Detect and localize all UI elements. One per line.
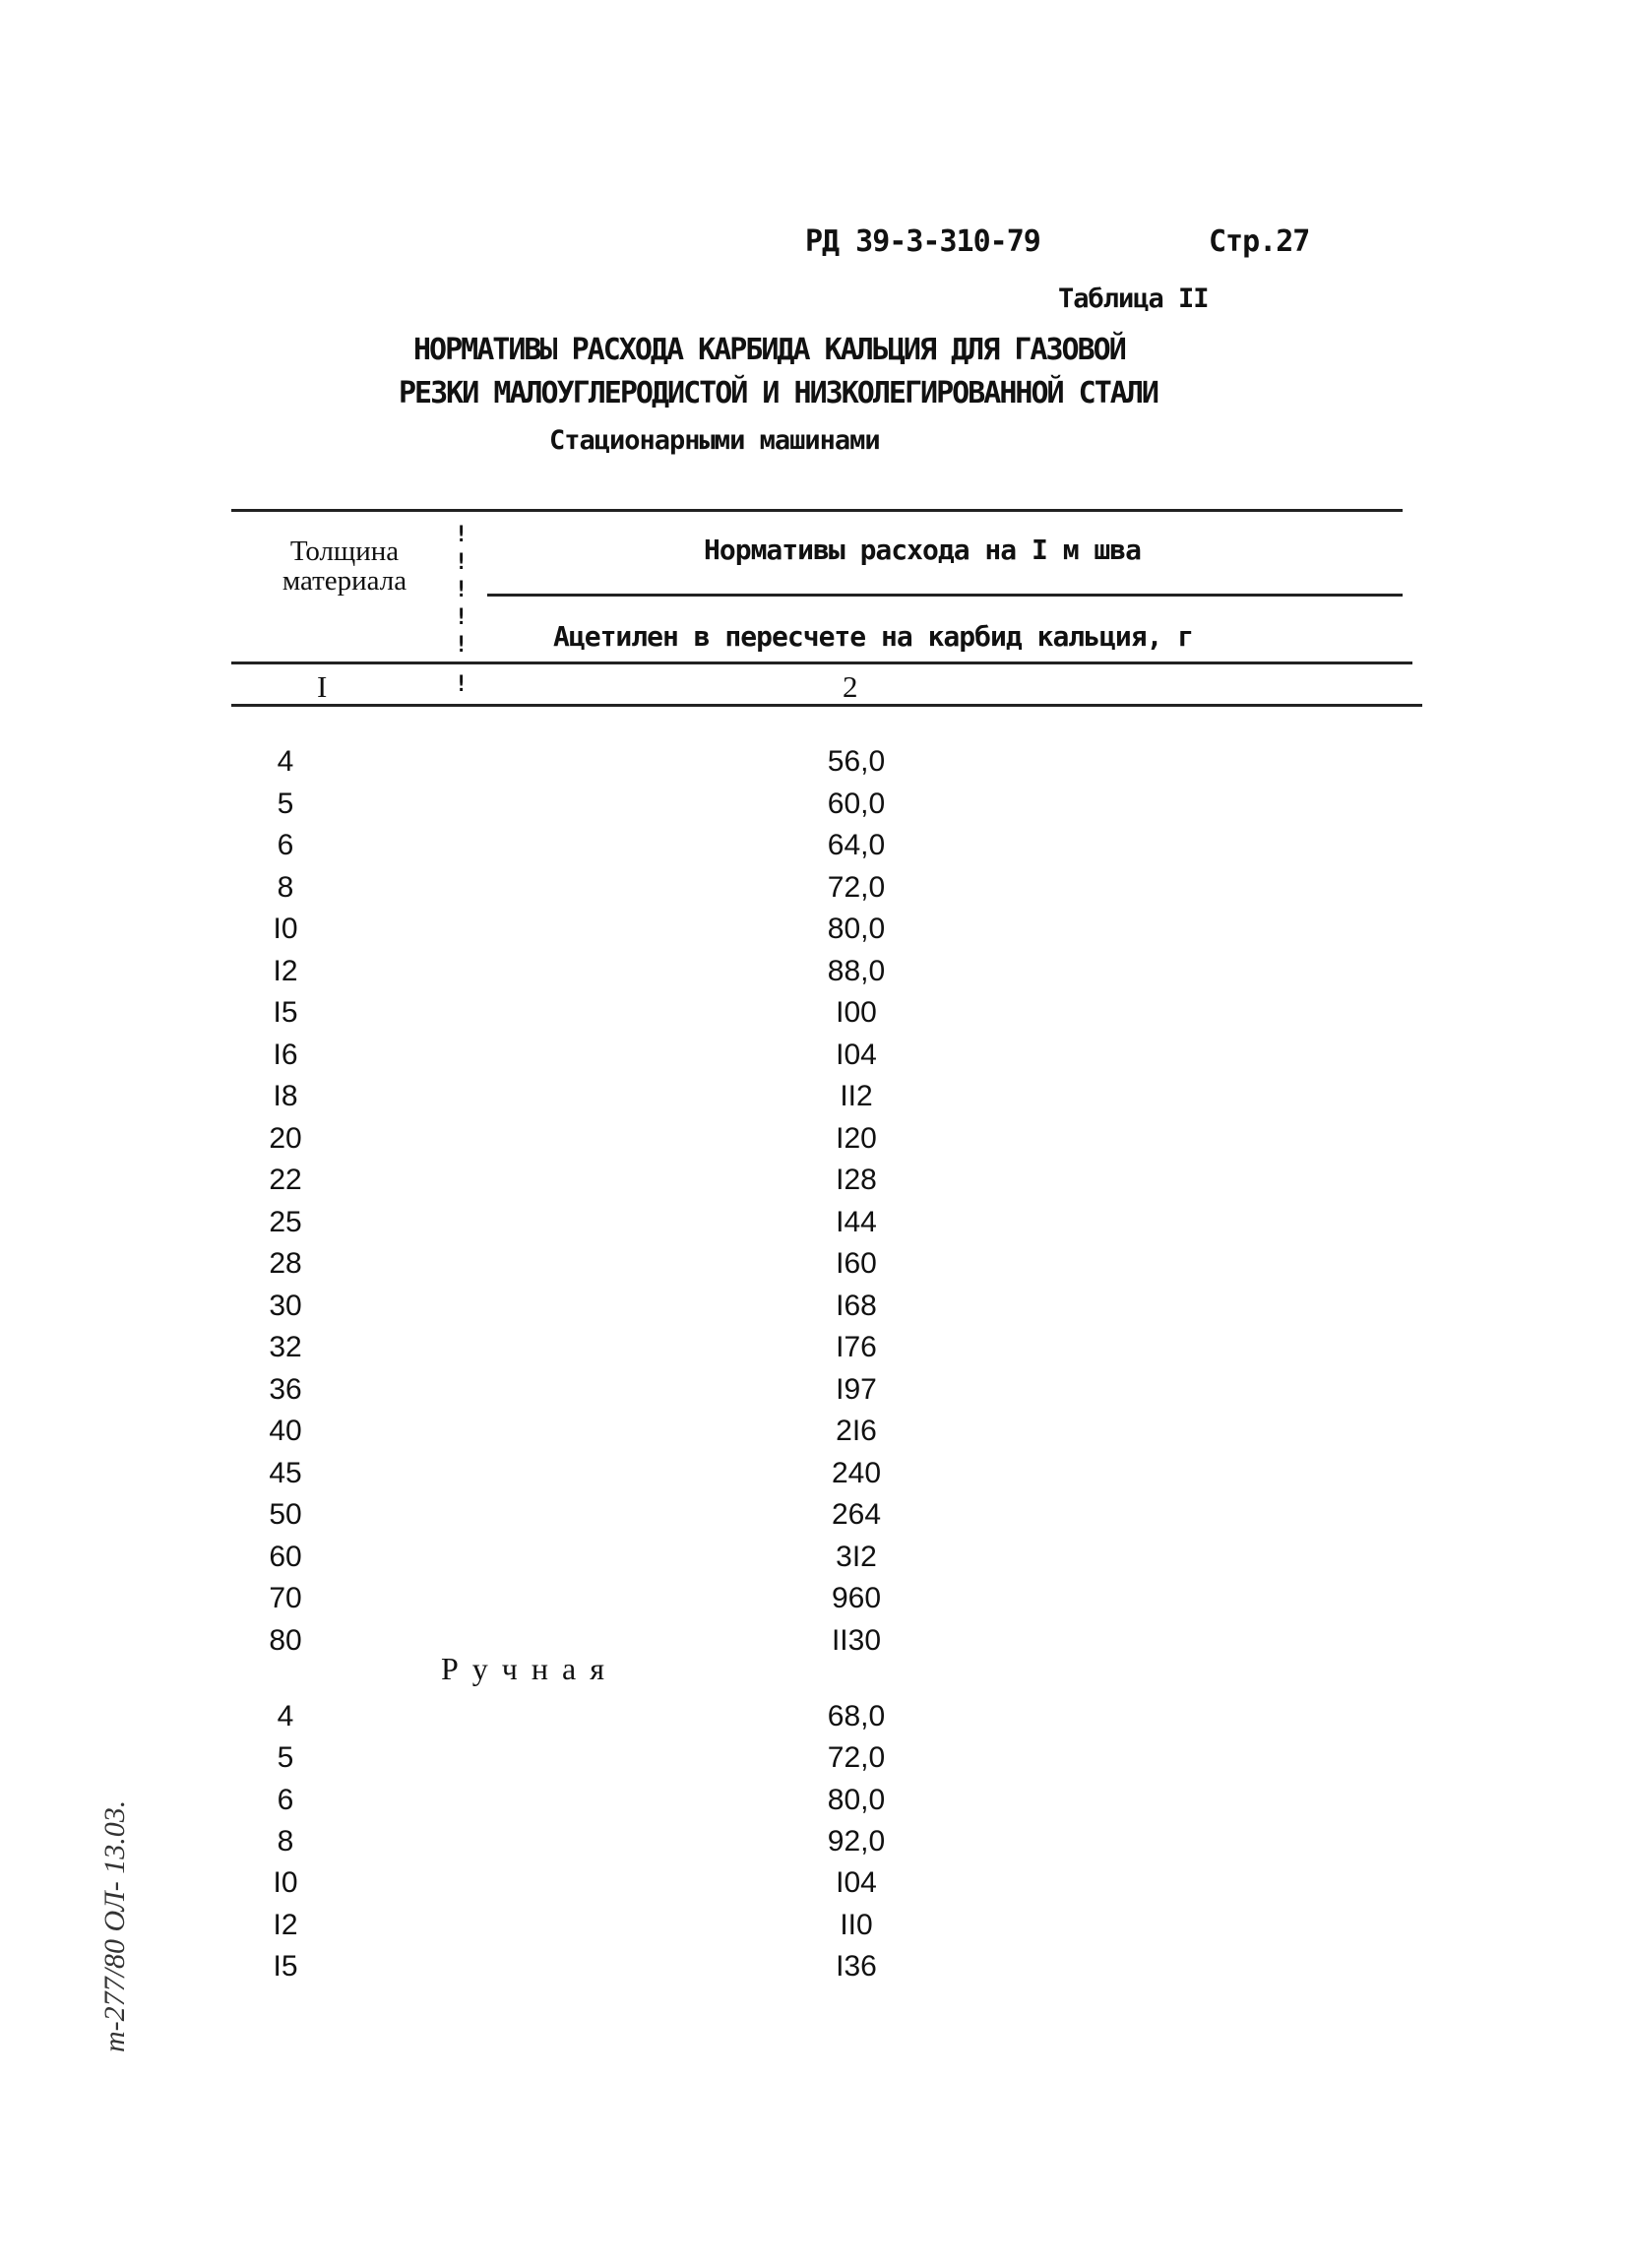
stationary-norm-cell: 264 bbox=[831, 1498, 882, 1531]
column-divider: ! bbox=[455, 578, 469, 602]
stationary-norm-cell: I76 bbox=[836, 1331, 877, 1363]
column-divider: ! bbox=[455, 605, 469, 630]
manual-thickness-cell: 5 bbox=[277, 1741, 294, 1775]
stationary-thickness-cell: 70 bbox=[269, 1582, 302, 1614]
header-bottom-rule bbox=[231, 662, 1412, 664]
stationary-thickness-cell: I2 bbox=[273, 954, 298, 987]
manual-norm-cell: 92,0 bbox=[827, 1824, 886, 1858]
stationary-thickness-cell: 36 bbox=[269, 1372, 302, 1406]
title-line-2: РЕЗКИ МАЛОУГЛЕРОДИСТОЙ И НИЗКОЛЕГИРОВАННОЙ СТАЛИ bbox=[399, 376, 1158, 410]
stationary-thickness-cell: 20 bbox=[269, 1121, 302, 1155]
stationary-norm-cell: 72,0 bbox=[827, 870, 886, 904]
column-divider: ! bbox=[455, 550, 469, 575]
column-index-1: I bbox=[317, 669, 328, 704]
stationary-thickness-cell: 25 bbox=[269, 1205, 302, 1238]
stationary-norm-cell: 80,0 bbox=[827, 913, 886, 945]
stationary-thickness-cell: 60 bbox=[269, 1540, 302, 1573]
column-divider: ! bbox=[455, 633, 469, 658]
manual-norm-cell: I36 bbox=[836, 1949, 877, 1983]
stationary-norm-cell: I20 bbox=[836, 1121, 877, 1155]
stationary-thickness-cell: I6 bbox=[273, 1038, 298, 1071]
stationary-norm-cell: I00 bbox=[836, 996, 877, 1029]
table-top-rule bbox=[231, 509, 1403, 512]
stationary-thickness-cell: I8 bbox=[273, 1080, 298, 1112]
manual-thickness-cell: 8 bbox=[277, 1824, 294, 1858]
stationary-thickness-cell: 45 bbox=[269, 1456, 302, 1489]
stationary-norm-cell: 60,0 bbox=[827, 787, 886, 820]
stationary-norm-cell: 960 bbox=[831, 1582, 882, 1614]
index-bottom-rule bbox=[231, 704, 1422, 707]
section-label-manual: Ручная bbox=[441, 1651, 618, 1686]
manual-norm-cell: I04 bbox=[836, 1866, 877, 1900]
manual-norm-cell: 72,0 bbox=[827, 1741, 886, 1775]
margin-stamp: т-277/80 ОЛ- 13.03. bbox=[98, 1799, 131, 2052]
stationary-thickness-cell: 6 bbox=[277, 829, 294, 861]
manual-norm-cell: 80,0 bbox=[827, 1783, 886, 1816]
column-header-acetylene: Ацетилен в пересчете на карбид кальция, г bbox=[553, 620, 1194, 653]
stationary-norm-cell: II2 bbox=[840, 1080, 873, 1112]
stationary-thickness-cell: 28 bbox=[269, 1247, 302, 1280]
column-divider: ! bbox=[455, 672, 469, 697]
stationary-norm-cell: I60 bbox=[836, 1247, 877, 1280]
stationary-norm-cell: 64,0 bbox=[827, 829, 886, 861]
subtitle: Стационарными машинами bbox=[549, 425, 880, 456]
stationary-norm-cell: I97 bbox=[836, 1372, 877, 1406]
stationary-thickness-cell: I5 bbox=[273, 996, 298, 1029]
stationary-norm-cell: 240 bbox=[831, 1456, 882, 1489]
stationary-norm-cell: I28 bbox=[836, 1164, 877, 1196]
title-line-1: НОРМАТИВЫ РАСХОДА КАРБИДА КАЛЬЦИЯ ДЛЯ ГАЗОВОЙ bbox=[413, 333, 1125, 367]
stationary-thickness-cell: 22 bbox=[269, 1164, 302, 1196]
stationary-thickness-cell: 8 bbox=[277, 870, 294, 904]
stationary-norm-cell: II30 bbox=[831, 1623, 882, 1657]
page-number: Стр.27 bbox=[1209, 224, 1310, 259]
stationary-thickness-cell: 50 bbox=[269, 1498, 302, 1531]
manual-thickness-cell: I2 bbox=[273, 1908, 298, 1941]
manual-thickness-cell: I5 bbox=[273, 1949, 298, 1983]
stationary-norm-cell: I44 bbox=[836, 1205, 877, 1238]
stationary-thickness-cell: 40 bbox=[269, 1415, 302, 1447]
stationary-thickness-cell: 5 bbox=[277, 787, 294, 820]
stationary-norm-cell: 2I6 bbox=[836, 1415, 877, 1447]
stationary-thickness-cell: I0 bbox=[273, 913, 298, 945]
stationary-norm-cell: 88,0 bbox=[827, 954, 886, 987]
manual-norm-cell: II0 bbox=[840, 1908, 873, 1941]
stationary-thickness-cell: 4 bbox=[277, 745, 294, 778]
stationary-norm-cell: 3I2 bbox=[836, 1540, 877, 1573]
stationary-norm-cell: I68 bbox=[836, 1289, 877, 1322]
manual-norm-cell: 68,0 bbox=[827, 1700, 886, 1732]
group-header-norms: Нормативы расхода на I м шва bbox=[704, 534, 1142, 566]
column-header-thickness: Толщина материала bbox=[282, 536, 407, 597]
table-label: Таблица II bbox=[1058, 284, 1209, 314]
stationary-thickness-cell: 30 bbox=[269, 1289, 302, 1322]
stationary-thickness-cell: 32 bbox=[269, 1331, 302, 1363]
column-divider: ! bbox=[455, 523, 469, 547]
manual-thickness-cell: 4 bbox=[277, 1700, 294, 1732]
header-split-rule bbox=[487, 594, 1403, 597]
document-code: РД 39-3-310-79 bbox=[805, 224, 1040, 259]
manual-thickness-cell: I0 bbox=[273, 1866, 298, 1900]
stationary-norm-cell: 56,0 bbox=[827, 745, 886, 778]
manual-thickness-cell: 6 bbox=[277, 1783, 294, 1816]
stationary-thickness-cell: 80 bbox=[269, 1623, 302, 1657]
column-index-2: 2 bbox=[843, 669, 858, 704]
stationary-norm-cell: I04 bbox=[836, 1038, 877, 1071]
